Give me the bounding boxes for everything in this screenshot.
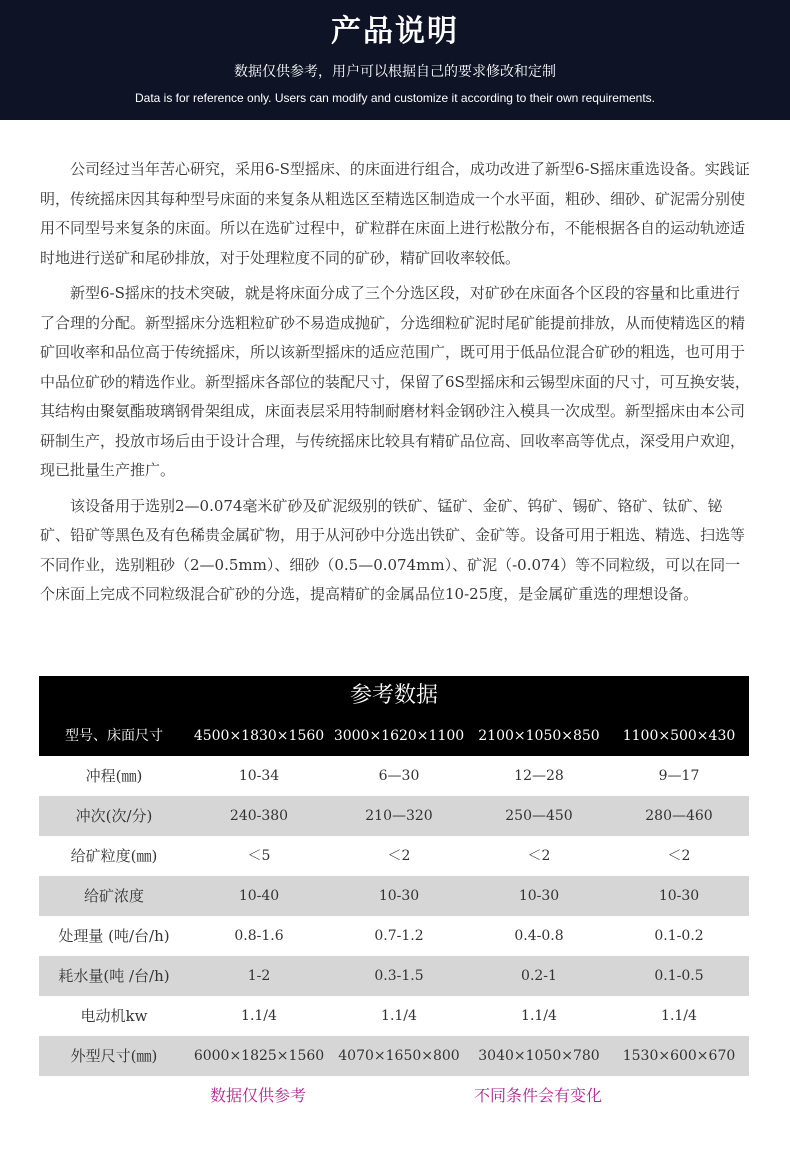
header-banner — [0, 0, 790, 120]
page-title: 产品说明 — [331, 14, 459, 49]
table-cell: ＜2 — [527, 848, 551, 864]
table-cell: 0.1-0.5 — [654, 968, 704, 984]
header-cell: 4500×1830×1560 — [193, 728, 325, 744]
table-row — [39, 796, 749, 836]
table-cell: ＜2 — [387, 848, 411, 864]
paragraph: 该设备用于选别2—0.074毫米矿砂及矿泥级别的铁矿、锰矿、金矿、钨矿、锡矿、铬矿、钛矿、铋矿、铅矿等黑色及有色稀贵金属矿物，用于从河砂中分选出铁矿、金矿等。设备可用于粗选、精选、扫选等不同作业，选别粗砂（2—0.5mm）、细砂（0.5—0.074mm）、矿泥（-0.074）等不同粒级，可以在同一个床面上完成不同粒级混合矿砂的分选，提高精矿的金属品位10-25度，是金属矿重选的理想设备。 — [40, 496, 746, 603]
table-row — [39, 756, 749, 796]
row-label: 冲次(次/分) — [75, 807, 153, 825]
product-description — [40, 155, 750, 616]
table-cell: 6—30 — [378, 768, 420, 784]
table-cell: 1.1/4 — [661, 1008, 697, 1024]
table-title: 参考数据 — [39, 676, 749, 716]
table-cell: 1-2 — [247, 968, 271, 984]
row-label: 给矿粒度(㎜) — [70, 847, 158, 865]
table-cell: 1530×600×670 — [622, 1048, 736, 1064]
table-row — [39, 996, 749, 1036]
table-cell: 4070×1650×800 — [338, 1048, 460, 1064]
paragraph: 新型6-S摇床的技术突破，就是将床面分成了三个分选区段，对矿砂在床面各个区段的容量和比重进行了合理的分配。新型摇床分选粗粒矿砂不易造成抛矿，分选细粒矿泥时尾矿能提前排放，从而使精选区的精矿回收率和品位高于传统摇床，所以该新型摇床的适应范围广，既可用于低品位混合矿砂的粗选，也可用于中品位矿砂的精选作业。新型摇床各部位的装配尺寸，保留了6S型摇床和云锡型床面的尺寸，可互换安装，其结构由聚氨酯玻璃钢骨架组成，床面表层采用特制耐磨材料金钢砂注入模具一次成型。新型摇床由本公司研制生产，投放市场后由于设计合理，与传统摇床比较具有精矿品位高、回收率高等优点，深受用户欢迎，现已批量生产推广。 — [40, 284, 750, 479]
table-cell: 0.2-1 — [521, 968, 557, 984]
table-row — [39, 916, 749, 956]
note-reference-only: 数据仅供参考 — [210, 1086, 307, 1105]
reference-data-table — [39, 676, 749, 1076]
table-cell: 0.8-1.6 — [234, 928, 284, 944]
table-cell: 1.1/4 — [381, 1008, 417, 1024]
table-cell: 250—450 — [505, 808, 573, 824]
row-label: 冲程(㎜) — [85, 767, 143, 785]
header-cell: 型号、床面尺寸 — [65, 728, 163, 744]
table-cell: 12—28 — [514, 768, 564, 784]
table-cell: 10-34 — [238, 768, 280, 784]
table-cell: 0.7-1.2 — [374, 928, 424, 944]
table-cell: 0.1-0.2 — [654, 928, 704, 944]
table-cell: 10-30 — [378, 888, 420, 904]
table-row — [39, 1036, 749, 1076]
table-cell: ＜2 — [667, 848, 691, 864]
row-label: 给矿浓度 — [83, 887, 144, 905]
row-label: 处理量 (吨/台/h) — [58, 927, 170, 945]
row-label: 耗水量(吨 /台/h) — [58, 967, 170, 985]
header-cell: 2100×1050×850 — [478, 728, 600, 744]
table-cell: 280—460 — [645, 808, 713, 824]
table-cell: 10-30 — [658, 888, 700, 904]
table-row — [39, 956, 749, 996]
table-cell: 210—320 — [365, 808, 433, 824]
row-label: 电动机kw — [80, 1007, 148, 1025]
table-cell: ＜5 — [247, 848, 271, 864]
header-subtitle-cn: 数据仅供参考，用户可以根据自己的要求修改和定制 — [234, 64, 556, 80]
paragraph: 公司经过当年苦心研究，采用6-S型摇床、的床面进行组合，成功改进了新型6-S摇床重选设备。实践证明，传统摇床因其每种型号床面的来复条从粗选区至精选区制造成一个水平面，粗砂、细砂、矿泥需分别使用不同型号来复条的床面。所以在选矿过程中，矿粒群在床面上进行松散分布，不能根据各自的运动轨迹适时地进行送矿和尾砂排放，对于处理粒度不同的矿砂，精矿回收率较低。 — [40, 160, 750, 267]
table-cell: 3040×1050×780 — [478, 1048, 600, 1064]
table-cell: 10-30 — [518, 888, 560, 904]
table-cell: 240-380 — [229, 808, 289, 824]
table-header-row — [39, 716, 749, 756]
note-conditions-vary: 不同条件会有变化 — [474, 1086, 603, 1105]
header-subtitle-en: Data is for reference only. Users can modify and customize it according to their own requirements. — [134, 91, 655, 105]
table-row — [39, 836, 749, 876]
table-cell: 6000×1825×1560 — [193, 1048, 325, 1064]
table-cell: 9—17 — [658, 768, 700, 784]
header-cell: 3000×1620×1100 — [333, 728, 465, 744]
table-cell: 1.1/4 — [521, 1008, 557, 1024]
table-cell: 10-40 — [238, 888, 280, 904]
table-cell: 1.1/4 — [241, 1008, 277, 1024]
table-cell: 0.4-0.8 — [514, 928, 564, 944]
table-cell: 0.3-1.5 — [374, 968, 424, 984]
row-label: 外型尺寸(㎜) — [70, 1047, 158, 1065]
table-row — [39, 876, 749, 916]
header-cell: 1100×500×430 — [622, 728, 736, 744]
